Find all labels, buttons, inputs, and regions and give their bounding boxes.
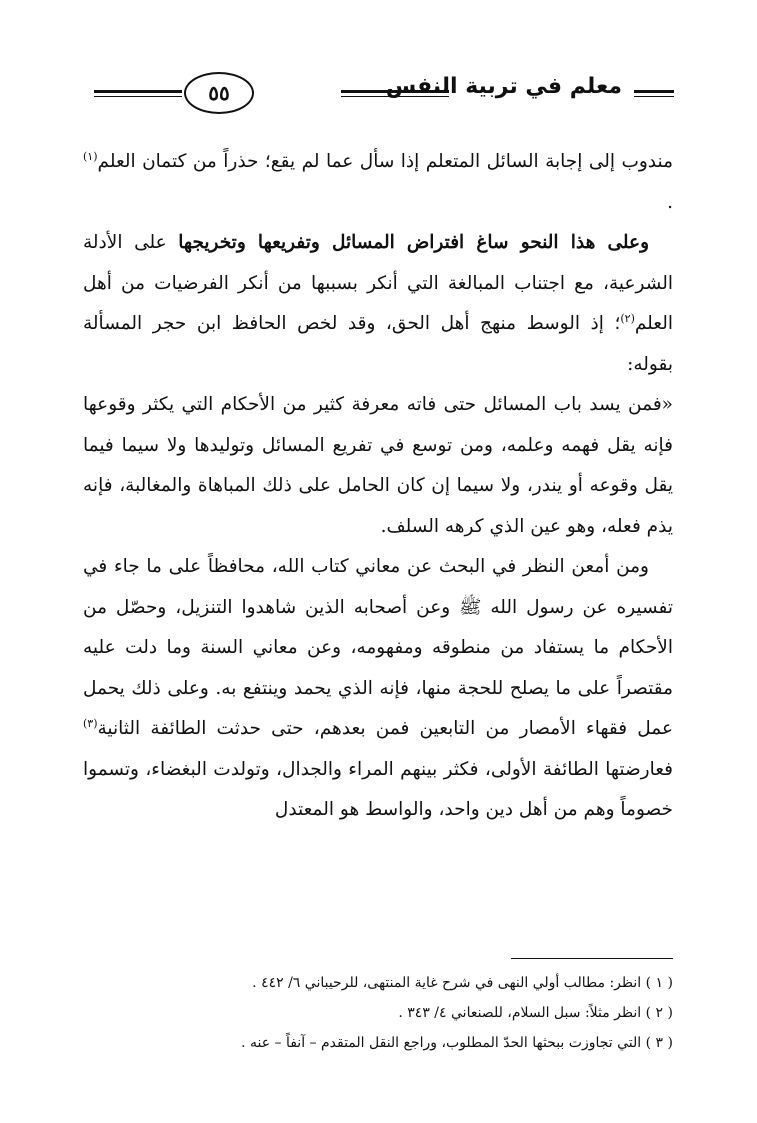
running-title: معلم في تربية النفس	[385, 74, 622, 99]
paragraph-2	[83, 223, 673, 385]
footnote-1: ( ١ ) انظر: مطالب أولي النهى في شرح غاية المنتهى، للرحيباني ٦/ ٤٤٢ .	[252, 975, 673, 991]
paragraph-4	[83, 547, 673, 831]
footnotes	[83, 968, 673, 1058]
paragraph-1-end: .	[667, 191, 673, 213]
header-rule-right	[634, 90, 674, 93]
page-header	[94, 68, 674, 118]
paragraph-1-text: مندوب إلى إجابة السائل المتعلم إذا سأل عما لم يقع؛ حذراً من كتمان العلم	[97, 151, 673, 172]
footnote-ref-1: (١)	[83, 149, 98, 163]
footnote-2: ( ٢ ) انظر مثلاً: سبل السلام، للصنعاني ٤/ ٣٤٣ .	[398, 1005, 673, 1021]
paragraph-2-text-b: ؛ إذ الوسط منهج أهل الحق، وقد لخص الحافظ ابن حجر المسألة بقوله:	[83, 313, 673, 375]
header-rule-left	[94, 90, 182, 93]
page-number: ٥٥	[184, 72, 254, 114]
quote-paragraph: «فمن يسد باب المسائل حتى فاته معرفة كثير من الأحكام التي يكثر وقوعها فإنه يقل فهمه وعلمه، ومن توسع في تفريع المسائل وتوليدها ولا سيما فيما يقل وقوعه أو يندر، ولا سيما إن كان الحامل على ذلك المباهاة والمغالبة، فإنه يذم فعله، وهو عين الذي كرهه السلف.	[83, 394, 673, 537]
paragraph-1	[83, 142, 673, 223]
footnote-ref-3: (٣)	[83, 716, 98, 730]
header-rule-middle	[341, 90, 449, 93]
main-text	[83, 142, 673, 831]
paragraph-4-text-b: فعارضتها الطائفة الأولى، فكثر بينهم المراء والجدال، وتولدت البغضاء، وتسموا خصوماً وهم من أهل دين واحد، والواسط هو المعتدل	[83, 758, 673, 820]
paragraph-2-lead: وعلى هذا النحو ساغ افتراض المسائل وتفريعها وتخريجها	[178, 232, 650, 253]
paragraph-2-text-a: على الأدلة الشرعية، مع اجتناب المبالغة التي أنكر بسببها من أنكر الفرضيات من أهل العلم	[83, 232, 673, 334]
footnote-divider	[511, 958, 673, 959]
footnote-ref-2: (٢)	[620, 311, 635, 325]
footnote-3: ( ٣ ) التي تجاوزت ببحثها الحدّ المطلوب، وراجع النقل المتقدم – آنفاً – عنه .	[241, 1035, 673, 1051]
paragraph-4-text-a: ومن أمعن النظر في البحث عن معاني كتاب الله، محافظاً على ما جاء في تفسيره عن رسول الله ﷺ وعن أصحابه الذين شاهدوا التنزيل، وحصّل من الأحكام ما يستفاد من منطوقه ومفهومه، وعن معاني السنة وما دلت عليه مقتصراً على ما يصلح للحجة منها، فإنه الذي يحمد وينتفع به. وعلى ذلك يحمل عمل فقهاء الأمصار من التابعين فمن بعدهم، حتى حدثت الطائفة الثانية	[83, 556, 673, 739]
